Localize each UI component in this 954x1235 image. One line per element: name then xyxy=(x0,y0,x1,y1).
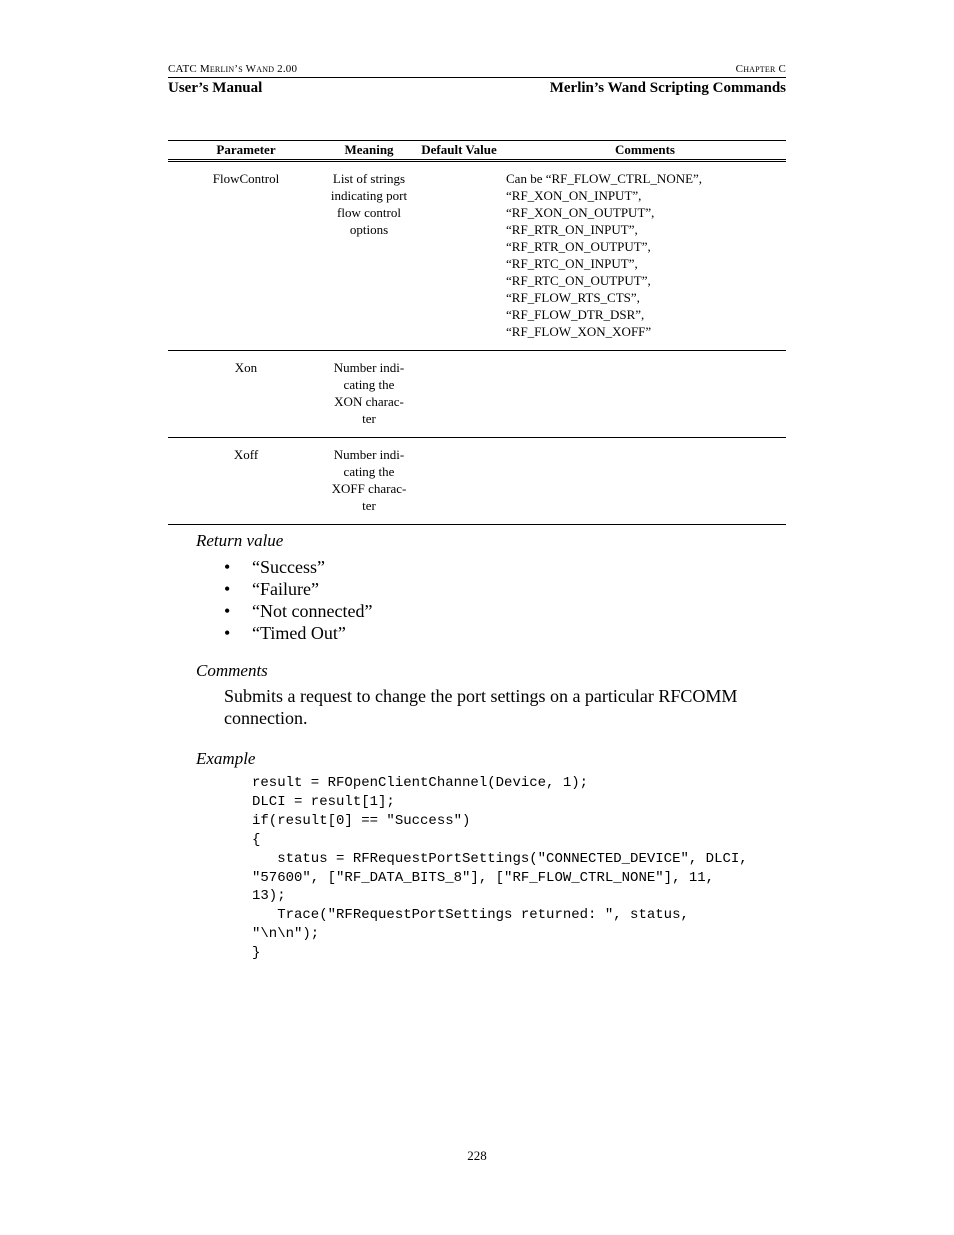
parameter-name: Xoff xyxy=(233,447,259,462)
column-header-default-value: Default Value xyxy=(421,142,497,157)
cell-meaning xyxy=(324,351,414,438)
bullet-mark: • xyxy=(224,557,231,577)
cell-meaning xyxy=(324,161,414,351)
cell-default-value xyxy=(414,438,504,525)
meaning-line: options xyxy=(349,222,389,237)
return-value-item: “Failure” xyxy=(252,579,319,599)
return-value-item: “Success” xyxy=(252,557,325,577)
comment-line: “RF_RTC_ON_INPUT”, xyxy=(506,256,638,271)
comment-line: “RF_RTR_ON_OUTPUT”, xyxy=(506,239,651,254)
return-value-item: “Not connected” xyxy=(252,601,373,621)
header-product-version: CATC Merlin’s Wand 2.00 xyxy=(168,63,298,75)
column-header-parameter: Parameter xyxy=(216,142,276,157)
meaning-line: Number indi- xyxy=(333,447,405,462)
parameter-name: FlowControl xyxy=(212,171,280,186)
meaning-line: cating the xyxy=(343,464,395,479)
return-value-item: “Timed Out” xyxy=(252,623,346,643)
meaning-line: XOFF charac- xyxy=(331,481,407,496)
table-row xyxy=(168,438,786,525)
meaning-line: List of strings xyxy=(332,171,406,186)
header-chapter: Chapter C xyxy=(735,63,786,75)
cell-parameter xyxy=(168,351,324,438)
cell-parameter xyxy=(168,161,324,351)
header-section-title: Merlin’s Wand Scripting Commands xyxy=(549,80,786,96)
meaning-line: Number indi- xyxy=(333,360,405,375)
table-row xyxy=(168,161,786,351)
meaning-line: ter xyxy=(362,498,376,513)
comment-line: Can be “RF_FLOW_CTRL_NONE”, xyxy=(506,171,703,186)
comment-line: “RF_FLOW_XON_XOFF” xyxy=(506,324,652,339)
column-header-comments: Comments xyxy=(615,142,675,157)
table-header-row xyxy=(168,141,786,161)
meaning-line: cating the xyxy=(343,377,395,392)
meaning-line: flow control xyxy=(337,205,401,220)
bullet-mark: • xyxy=(224,623,231,643)
example-code-block: result = RFOpenClientChannel(Device, 1); DLCI = result[1]; if(result[0] == "Success") { status = RFRequestPortSettings("CONNECTED_DEVICE", DLCI, "57600", ["RF_DATA_BITS_8"], ["RF_FLOW_CTRL_NONE"], 11, 13); Trace("RFRequestPortSettings returned: ", status, "\n\n"); } xyxy=(252,775,748,962)
parameter-name: Xon xyxy=(234,360,258,375)
column-header-meaning: Meaning xyxy=(344,142,394,157)
comments-paragraph: Submits a request to change the port settings on a particular RFCOMM connection. xyxy=(224,686,738,728)
cell-comments xyxy=(504,161,786,351)
parameter-table xyxy=(168,140,786,525)
meaning-line: indicating port xyxy=(330,188,408,203)
comment-line: “RF_XON_ON_OUTPUT”, xyxy=(506,205,655,220)
bullet-mark: • xyxy=(224,579,231,599)
example-heading: Example xyxy=(196,749,256,768)
cell-default-value xyxy=(414,161,504,351)
comment-line: “RF_FLOW_RTS_CTS”, xyxy=(506,290,640,305)
list-item xyxy=(224,556,372,578)
cell-comments xyxy=(504,351,786,438)
comment-line: “RF_RTC_ON_OUTPUT”, xyxy=(506,273,651,288)
list-item xyxy=(224,622,372,644)
comments-heading: Comments xyxy=(196,661,268,680)
page-number: 228 xyxy=(467,1148,487,1163)
cell-comments xyxy=(504,438,786,525)
table-row xyxy=(168,351,786,438)
bullet-mark: • xyxy=(224,601,231,621)
header-rule xyxy=(168,77,786,78)
return-value-heading: Return value xyxy=(196,531,284,550)
return-value-list xyxy=(224,556,372,644)
meaning-line: XON charac- xyxy=(334,394,404,409)
cell-meaning xyxy=(324,438,414,525)
list-item xyxy=(224,578,372,600)
comment-line: “RF_XON_ON_INPUT”, xyxy=(506,188,642,203)
comment-line: “RF_RTR_ON_INPUT”, xyxy=(506,222,638,237)
header-manual-title: User’s Manual xyxy=(168,80,263,96)
comment-line: “RF_FLOW_DTR_DSR”, xyxy=(506,307,645,322)
list-item xyxy=(224,600,372,622)
cell-parameter xyxy=(168,438,324,525)
meaning-line: ter xyxy=(362,411,376,426)
cell-default-value xyxy=(414,351,504,438)
